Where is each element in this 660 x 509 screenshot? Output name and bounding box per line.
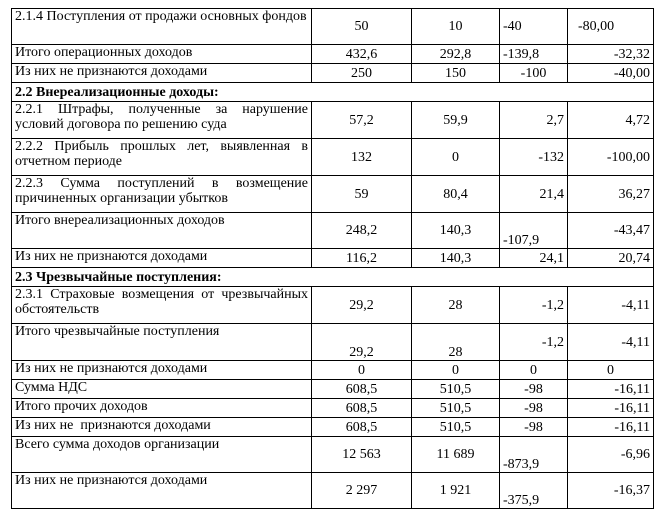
value-col4: -80,00 xyxy=(568,9,654,45)
value-col4: -4,11 xyxy=(568,287,654,324)
row-label: Итого чрезвычайные поступления xyxy=(12,324,312,361)
table-row xyxy=(12,418,654,437)
value-col3: -98 xyxy=(500,380,568,399)
row-label: Из них не признаются доходами xyxy=(12,361,312,380)
value-col1: 12 563 xyxy=(312,437,412,473)
value-col4: -40,00 xyxy=(568,64,654,83)
value-col4: -6,96 xyxy=(568,437,654,473)
value-col3: -40 xyxy=(500,9,568,45)
row-label: Сумма НДС xyxy=(12,380,312,399)
value-col3: -98 xyxy=(500,418,568,437)
value-col1: 59 xyxy=(312,176,412,213)
value-col1: 29,2 xyxy=(312,324,412,361)
value-col1: 608,5 xyxy=(312,380,412,399)
value-col4: 20,74 xyxy=(568,249,654,268)
value-col3: -873,9 xyxy=(500,437,568,473)
table-row xyxy=(12,64,654,83)
value-col1: 29,2 xyxy=(312,287,412,324)
value-col2: 510,5 xyxy=(412,399,500,418)
value-col2: 28 xyxy=(412,324,500,361)
row-label: Из них не признаются доходами xyxy=(12,473,312,509)
value-col2: 80,4 xyxy=(412,176,500,213)
value-col3: -375,9 xyxy=(500,473,568,509)
value-col1: 432,6 xyxy=(312,45,412,64)
value-col3: -100 xyxy=(500,64,568,83)
table-row xyxy=(12,176,654,213)
table-row xyxy=(12,213,654,249)
table-row xyxy=(12,9,654,45)
value-col3: 21,4 xyxy=(500,176,568,213)
value-col1: 0 xyxy=(312,361,412,380)
table-row xyxy=(12,139,654,176)
value-col4: -16,11 xyxy=(568,418,654,437)
value-col3: -139,8 xyxy=(500,45,568,64)
row-label: Итого внереализационных доходов xyxy=(12,213,312,249)
value-col4: 36,27 xyxy=(568,176,654,213)
value-col4: 4,72 xyxy=(568,102,654,139)
table-row xyxy=(12,45,654,64)
section-header-row xyxy=(12,83,654,102)
value-col3: -107,9 xyxy=(500,213,568,249)
value-col4: -100,00 xyxy=(568,139,654,176)
row-label: Из них не признаются доходами xyxy=(12,64,312,83)
row-label: 2.2.2 Прибыль прошлых лет, выявленная в отчетном периоде xyxy=(12,139,312,176)
value-col2: 10 xyxy=(412,9,500,45)
table-row xyxy=(12,437,654,473)
value-col4: -16,11 xyxy=(568,399,654,418)
value-col1: 608,5 xyxy=(312,399,412,418)
value-col2: 0 xyxy=(412,361,500,380)
value-col2: 140,3 xyxy=(412,213,500,249)
table-row xyxy=(12,361,654,380)
row-label: Из них не признаются доходами xyxy=(12,418,312,437)
value-col3: 2,7 xyxy=(500,102,568,139)
table-row xyxy=(12,324,654,361)
value-col4: -16,11 xyxy=(568,380,654,399)
value-col2: 292,8 xyxy=(412,45,500,64)
value-col3: -1,2 xyxy=(500,287,568,324)
income-table xyxy=(11,8,654,509)
value-col2: 0 xyxy=(412,139,500,176)
value-col2: 59,9 xyxy=(412,102,500,139)
row-label: 2.3.1 Страховые возмещения от чрезвычайных обстоятельств xyxy=(12,287,312,324)
value-col3: -1,2 xyxy=(500,324,568,361)
value-col2: 510,5 xyxy=(412,418,500,437)
row-label: 2.2.3 Сумма поступлений в возмещение причиненных организации убытков xyxy=(12,176,312,213)
value-col4: -16,37 xyxy=(568,473,654,509)
value-col4: -43,47 xyxy=(568,213,654,249)
table-row xyxy=(12,287,654,324)
row-label: Итого прочих доходов xyxy=(12,399,312,418)
value-col4: -32,32 xyxy=(568,45,654,64)
value-col1: 250 xyxy=(312,64,412,83)
value-col1: 132 xyxy=(312,139,412,176)
value-col4: 0 xyxy=(568,361,654,380)
value-col1: 2 297 xyxy=(312,473,412,509)
value-col1: 248,2 xyxy=(312,213,412,249)
section-title: 2.3 Чрезвычайные поступления: xyxy=(12,268,654,287)
value-col3: -98 xyxy=(500,399,568,418)
value-col1: 608,5 xyxy=(312,418,412,437)
value-col1: 116,2 xyxy=(312,249,412,268)
value-col2: 510,5 xyxy=(412,380,500,399)
value-col3: 0 xyxy=(500,361,568,380)
table-row xyxy=(12,399,654,418)
value-col2: 140,3 xyxy=(412,249,500,268)
value-col2: 1 921 xyxy=(412,473,500,509)
section-header-row xyxy=(12,268,654,287)
table-row xyxy=(12,102,654,139)
table-row xyxy=(12,380,654,399)
value-col2: 28 xyxy=(412,287,500,324)
row-label: Из них не признаются доходами xyxy=(12,249,312,268)
value-col3: -132 xyxy=(500,139,568,176)
section-title: 2.2 Внереализационные доходы: xyxy=(12,83,654,102)
value-col2: 11 689 xyxy=(412,437,500,473)
row-label: Итого операционных доходов xyxy=(12,45,312,64)
row-label: 2.1.4 Поступления от продажи основных фондов xyxy=(12,9,312,45)
value-col1: 50 xyxy=(312,9,412,45)
value-col1: 57,2 xyxy=(312,102,412,139)
value-col3: 24,1 xyxy=(500,249,568,268)
table-row xyxy=(12,473,654,509)
row-label: Всего сумма доходов организации xyxy=(12,437,312,473)
row-label: 2.2.1 Штрафы, полученные за нарушение условий договора по решению суда xyxy=(12,102,312,139)
table-row xyxy=(12,249,654,268)
value-col2: 150 xyxy=(412,64,500,83)
value-col4: -4,11 xyxy=(568,324,654,361)
